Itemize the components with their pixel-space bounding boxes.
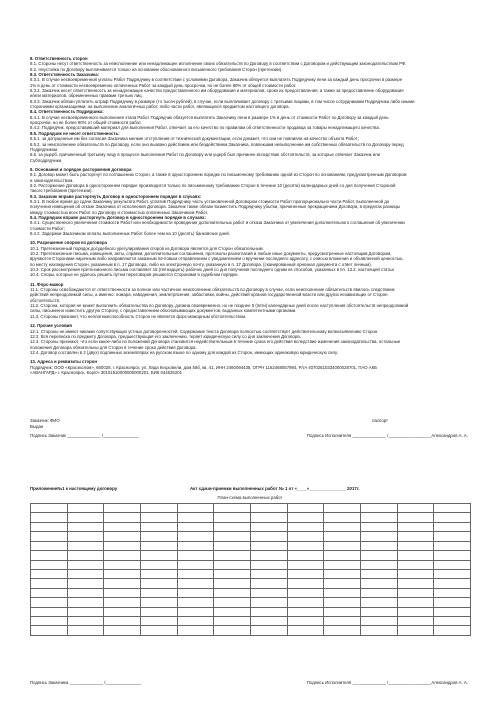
grid-cell [360, 579, 397, 588]
grid-cell [214, 522, 251, 531]
grid-cell [31, 541, 68, 550]
grid-cell [31, 513, 68, 522]
grid-cell [397, 504, 434, 513]
contractor-signature: Подпись Исполнителя ______________ /__________________Александров А. А. [306, 433, 468, 438]
grid-cell [434, 598, 471, 607]
grid-cell [397, 569, 434, 578]
grid-cell [250, 579, 287, 588]
grid-cell [214, 551, 251, 560]
section-heading: 8.5. Подрядчик не несет ответственность: [30, 130, 120, 136]
grid-cell [104, 588, 141, 597]
clause-line: 8.1. Стороны несут ответственность за неисполнение или ненадлежащее исполнение своих обязательств по Договору в соответствии с Договором и действующим законодательством РФ. [30, 61, 407, 67]
grid-cell [287, 560, 324, 569]
clause-line: 1% в день от стоимости несвоевременно оплаченных Работ за каждый день просрочки, но не более 80% от общей стоимости работ. [30, 82, 297, 88]
grid-cell [104, 504, 141, 513]
clause-line: 8.3.2. Заказчик несет ответственность за ненадлежащее качество предоставленного им оборудования и материалов, сроки их предоставления, а также за предоставление оборудования [30, 88, 404, 94]
grid-cell [177, 569, 214, 578]
clause-line: 8.5.2. за неисполнение обязательств по Договору, если оно вызвано действием или бездействием Заказчика, повлекшим невыполнение им собственных обязательств по Договору перед [30, 141, 404, 147]
passport-label: паспорт [372, 418, 388, 423]
grid-cell [31, 522, 68, 531]
grid-cell [287, 598, 324, 607]
grid-cell [250, 513, 287, 522]
grid-cell [324, 588, 361, 597]
signature-row [30, 433, 468, 438]
grid-cell [31, 532, 68, 541]
grid-cell [67, 532, 104, 541]
clause-line: по месту нахождения Сторон, указанным в п. 17 Договора, либо на электронную почту, указанную в п. 17 Договора, (сканированный оригинал документа с ответ личным). [30, 261, 372, 267]
grid-cell [287, 522, 324, 531]
grid-cell [250, 541, 287, 550]
grid-cell [140, 513, 177, 522]
grid-cell [250, 598, 287, 607]
grid-cell [434, 504, 471, 513]
grid-cell [434, 569, 471, 578]
grid-row [31, 551, 471, 560]
grid-cell [360, 513, 397, 522]
annex-subtitle: План-схема выполненных работ [217, 495, 283, 500]
grid-cell [140, 532, 177, 541]
clause-line: 10.1. Претензионный порядок досудебного урегулирования споров из Договора является для Сторон обязательным. [30, 245, 264, 251]
clause-line: 8.4.2. Подрядчик, предоставивший материал для выполнения Работ, отвечает за его качество по правилам об ответственности продавца за товары ненадлежащего качества. [30, 125, 380, 131]
grid-cell [31, 598, 68, 607]
grid-cell [67, 598, 104, 607]
grid-cell [250, 560, 287, 569]
grid-cell [177, 598, 214, 607]
grid-cell [360, 598, 397, 607]
grid-cell [360, 522, 397, 531]
clause-line: 11.2. Сторона, которая не может выполнить обязательства по Договору, должна своевременно, но не позднее 5 (пяти) календарных дней после наступления обстоятельств непреодолимой [30, 303, 409, 309]
grid-cell [67, 607, 104, 616]
act-title: Акт сдачи-приемки выполненных работ № 1 от «____»_______________ 2017г. [190, 486, 360, 491]
grid-cell [250, 532, 287, 541]
grid-cell [214, 579, 251, 588]
grid-cell [67, 551, 104, 560]
grid-cell [177, 551, 214, 560]
grid-cell [287, 579, 324, 588]
grid-cell [104, 551, 141, 560]
requisites-customer-row [30, 418, 468, 423]
grid-cell [104, 607, 141, 616]
customer-signature: Подпись Заказчик ______________ /_______________ [30, 433, 139, 438]
grid-cell [360, 560, 397, 569]
grid-cell [250, 504, 287, 513]
grid-cell [324, 569, 361, 578]
grid-cell [360, 541, 397, 550]
grid-cell [177, 579, 214, 588]
grid-cell [434, 607, 471, 616]
grid-cell [104, 626, 141, 636]
grid-cell [140, 598, 177, 607]
grid-cell [67, 617, 104, 626]
grid-cell [214, 617, 251, 626]
clause-line: между стоимостью всех Работ по Договору и стоимостью оплаченных Заказчиком Работ. [30, 209, 209, 215]
grid-cell [140, 626, 177, 636]
grid-cell [67, 579, 104, 588]
grid-row [31, 607, 471, 616]
clause-line: 12.4. Договор составлен в 2 (двух) подлинных экземплярах на русском языке по одному для каждой из Сторон, имеющих одинаковую юридическую силу. [30, 349, 338, 355]
grid-cell [360, 626, 397, 636]
grid-cell [104, 569, 141, 578]
section-heading: 9.3. Заказчик вправе расторгнуть Договор в одностороннем порядке в случаях: [30, 193, 202, 199]
clause-line: 8.4.1. В случае несвоевременного выполнения этапа Работ Подрядчик обязуется выплатить Заказчику пени в размере 1% в день от стоимости Работ по Договору за каждый день [30, 114, 389, 120]
grid-cell [250, 626, 287, 636]
section-heading: 9. Основания и порядок расторжения договора [30, 166, 132, 172]
grid-cell [140, 579, 177, 588]
clause-line: 10.3. Срок рассмотрения претензионного письма составляет 15 (пятнадцать) рабочих дней со дня получения последнего одним из способов, указанных в пп. 13.2. настоящей статьи [30, 267, 394, 273]
grid-cell [360, 588, 397, 597]
grid-cell [31, 626, 68, 636]
grid-cell [177, 588, 214, 597]
clause-line: стоимости Работ; [30, 225, 65, 231]
grid-cell [67, 504, 104, 513]
grid-cell [140, 522, 177, 531]
grid-cell [104, 598, 141, 607]
grid-cell [104, 560, 141, 569]
grid-cell [287, 569, 324, 578]
grid-cell [324, 607, 361, 616]
grid-cell [397, 513, 434, 522]
clause-line: Подрядчиком. [30, 146, 59, 152]
grid-cell [287, 607, 324, 616]
grid-cell [397, 551, 434, 560]
clause-line: 9.2. Расторжение Договора в одностороннем порядке производится только по письменному требованию Сторон в течение 10 (десяти) календарных дней со дня получения Стороной [30, 182, 396, 188]
grid-cell [287, 504, 324, 513]
clause-line: 8.3.1. В случае несвоевременной уплаты Работ Подрядчику в соответствии с условиями Договора, Заказчик обязуется выплатить Подрядчику пени за каждый день просрочки в размере [30, 77, 403, 83]
section-heading: 12. Прочие условия [30, 323, 72, 329]
grid-cell [434, 551, 471, 560]
grid-cell [434, 626, 471, 636]
grid-cell [177, 607, 214, 616]
grid-cell [324, 560, 361, 569]
clause-line: вручаются Сторонами нарочным либо направляются заказным почтовым отправлением с уведомлением о вручении последнего адресату, с описью вложения и объявленной ценностью, [30, 256, 404, 262]
clause-line: 8.5.1. за допущенные им без согласия Заказчика мелкие отступления от технической документации, если докажет, что они не повлияли на качество объекта Работ; [30, 136, 359, 142]
clause-line: 11.1. Стороны освобождаются от ответственности за полное или частичное неисполнение обязательств по Договору в случае, если неисполнение обязательств явилось следствием [30, 287, 395, 293]
grid-cell [250, 551, 287, 560]
clause-line: 9.1. Договор может быть расторгнут по соглашению Сторон, а также в одностороннем порядке по письменному требованию одной из Сторон по основаниям, предусмотренным Договором [30, 172, 407, 178]
clause-line: 8.3.3. Заказчик обязан уплатить штраф Подрядчику в размере (то тысяч рублей), в случае, если выплачивает договору с третьими лицами, в том числе сотрудниками Подрядчика либо иными [30, 98, 415, 104]
grid-cell [214, 588, 251, 597]
grid-cell [214, 541, 251, 550]
issued-label: Выдан [30, 424, 44, 429]
grid-cell [434, 560, 471, 569]
grid-cell [31, 551, 68, 560]
grid-cell [397, 626, 434, 636]
clause-line: 9.3.1. В любое время до сдачи Заказчику результата Работ, уплатив Подрядчику часть установленной Договором стоимости Работ пропорционально части Работ, выполненной до [30, 198, 390, 204]
grid-cell [31, 569, 68, 578]
clause-line: 10.2. Претензионные письма, извещения, акты, справки, дополнительные соглашения, протоколы разногласий и любые иные документы, предусмотренные настоящим Договором, [30, 251, 392, 257]
grid-cell [434, 588, 471, 597]
section-heading: 10. Разрешение споров из договора [30, 240, 107, 246]
grid-cell [67, 522, 104, 531]
grid-cell [177, 532, 214, 541]
grid-cell [250, 607, 287, 616]
grid-cell [397, 617, 434, 626]
annex-title [30, 486, 468, 491]
grid-cell [177, 541, 214, 550]
grid-cell [31, 504, 68, 513]
grid-cell [214, 598, 251, 607]
grid-cell [104, 532, 141, 541]
grid-cell [177, 626, 214, 636]
grid-cell [324, 513, 361, 522]
grid-cell [324, 532, 361, 541]
clause-line: и законодательством. [30, 177, 74, 183]
clause-line: положения Договора обязательны для Сторон в течение срока действия Договора. [30, 344, 197, 350]
grid-cell [104, 617, 141, 626]
clause-line: сторонними организациями, на выполнение аналогичных работ, либо части работ, являющихся предметом настоящего договора. [30, 104, 290, 110]
clause-line: 12.1. Стороны не имеют никаких сопутствующих устных договоренностей. Содержание текста Договора полностью соответствует действительному волеизъявлению Сторон. [30, 328, 379, 334]
grid-cell [214, 504, 251, 513]
section-heading: 8.4. Ответственность Подрядчика: [30, 109, 104, 115]
grid-cell [140, 551, 177, 560]
grid-row [31, 626, 471, 636]
requisites-issued-row [30, 424, 468, 429]
grid-cell [31, 579, 68, 588]
grid-cell [397, 522, 434, 531]
grid-cell [287, 532, 324, 541]
grid-cell [250, 522, 287, 531]
clause-line: 12.3. Стороны признают, что если какое-либо из положений Договора становится недействительным в течение срока его действия вследствие изменения законодательства, остальные [30, 339, 401, 345]
grid-cell [104, 522, 141, 531]
clause-line: получения извещения об отказе Заказчика от исполнения Договора. Заказчик также обязан возместить Подрядчику убытки, причиненные прекращением Договора, в пределах разницы [30, 204, 401, 210]
clause-line: просрочки, но не более 80% от общей стоимости работ. [30, 120, 142, 126]
grid-row [31, 532, 471, 541]
grid-cell [177, 513, 214, 522]
grid-cell [140, 569, 177, 578]
grid-cell [140, 504, 177, 513]
clause-line: обстоятельств. [30, 297, 61, 303]
grid-row [31, 513, 471, 522]
clause-line: Субподрядчики. [30, 157, 63, 163]
grid-cell [324, 626, 361, 636]
grid-cell [360, 504, 397, 513]
grid-cell [324, 522, 361, 531]
work-plan-grid [30, 503, 471, 636]
grid-cell [31, 617, 68, 626]
grid-row [31, 598, 471, 607]
section-heading: 11. Форс-мажор [30, 281, 64, 287]
grid-cell [324, 579, 361, 588]
grid-cell [434, 541, 471, 550]
grid-cell [177, 522, 214, 531]
clause-line: действий непреодолимой силы, а именно: пожара, наводнения, землетрясения, забастовки, войны, действий органов государственной власти или других независящих от Сторон [30, 292, 388, 298]
clause-line: «АВАНГАРД» г. Красноярск, Кор/сч 30101810000000000201, БИК 044525201 [30, 369, 182, 375]
grid-cell [434, 532, 471, 541]
grid-cell [360, 617, 397, 626]
grid-row [31, 617, 471, 626]
grid-cell [104, 513, 141, 522]
grid-cell [434, 522, 471, 531]
clause-line: 8.6. за ущерб, причиненный третьему лицу в процессе выполнения Работ по Договору или ущерб был причинен вследствие обстоятельств, за которые отвечает Заказчик или [30, 152, 381, 158]
grid-cell [324, 617, 361, 626]
grid-cell [31, 607, 68, 616]
clause-line: 9.4.1. Существенного увеличения стоимости Работ или необходимости проведения дополнительных работ и отказа Заказчика от увеличения дополнительного соглашения об увеличении [30, 220, 405, 226]
grid-cell [324, 598, 361, 607]
grid-cell [324, 504, 361, 513]
grid-cell [31, 588, 68, 597]
grid-cell [31, 560, 68, 569]
grid-cell [104, 579, 141, 588]
grid-row [31, 569, 471, 578]
grid-cell [104, 541, 141, 550]
grid-row [31, 579, 471, 588]
section-heading: 8. Ответственность сторон [30, 56, 88, 61]
grid-cell [397, 579, 434, 588]
clause-line: 12.2. Вся переписка по предмету Договора, предшествующая его заключению, теряет юридическую силу со дня заключения Договора. [30, 333, 301, 339]
grid-cell [287, 513, 324, 522]
grid-cell [360, 551, 397, 560]
grid-cell [140, 607, 177, 616]
bottom-contractor-signature: Подпись Исполнителя ______________ /__________________Александров А. А. [306, 680, 468, 685]
grid-cell [397, 560, 434, 569]
grid-cell [177, 560, 214, 569]
grid-cell [250, 588, 287, 597]
grid-cell [434, 617, 471, 626]
clause-line: 8.2. Неустойка по Договору выплачивается только на основании обоснованного письменного требования Сторон (претензии). [30, 66, 283, 72]
grid-cell [397, 598, 434, 607]
clause-line: 11.3. Стороны признают, что неплатежеспособность Сторон не является форс-мажорным обстоятельством. [30, 313, 247, 319]
grid-cell [67, 569, 104, 578]
clause-line: силы, письменно известить другую Сторону, с предоставлением обосновывающих документов, выданных компетентными органами. [30, 308, 297, 314]
grid-cell [140, 617, 177, 626]
grid-cell [360, 532, 397, 541]
grid-cell [140, 588, 177, 597]
grid-cell [67, 513, 104, 522]
clause-line: 9.4.2. Задержки Заказчиком оплаты выполненных Работ более чем на 10 (десять) банковских дней. [30, 231, 230, 236]
grid-cell [67, 588, 104, 597]
grid-cell [324, 541, 361, 550]
grid-cell [214, 560, 251, 569]
grid-row [31, 522, 471, 531]
section-heading: 8.3. Ответственность Заказчика: [30, 72, 100, 78]
bottom-customer-signature: Подпись Заказчика ______________ /_______________ [30, 680, 142, 685]
grid-cell [287, 551, 324, 560]
annex-label: Приложение№1 к настоящему договору [30, 486, 118, 491]
grid-cell [434, 513, 471, 522]
grid-row [31, 504, 471, 513]
grid-cell [140, 560, 177, 569]
grid-cell [360, 607, 397, 616]
grid-cell [360, 569, 397, 578]
grid-cell [140, 541, 177, 550]
grid-cell [250, 569, 287, 578]
section-heading: 13. Адреса и реквизиты сторон [30, 359, 97, 365]
section-heading: 9.4. Подрядчик вправе расторгнуть Договор в одностороннем порядке в случаях: [30, 214, 206, 220]
grid-cell [214, 569, 251, 578]
grid-cell [287, 617, 324, 626]
clause-line: Подрядчик: ООО «Красэколом», 660028, г. Красноярск, ул. Лада Кецховели, дом 58б, кв. 41, ИНН 2460094435, ОГРН 1162468057984, Р/сч 40702810334000028701, ПАО АКБ [30, 364, 377, 370]
grid-cell [397, 541, 434, 550]
grid-cell [214, 513, 251, 522]
grid-cell [177, 504, 214, 513]
grid-cell [324, 551, 361, 560]
grid-cell [67, 626, 104, 636]
grid-cell [67, 541, 104, 550]
grid-cell [434, 579, 471, 588]
clause-line: такого требования (претензии). [30, 188, 93, 194]
grid-cell [397, 588, 434, 597]
grid-cell [250, 617, 287, 626]
grid-cell [287, 541, 324, 550]
grid-cell [287, 626, 324, 636]
grid-cell [214, 607, 251, 616]
grid-row [31, 541, 471, 550]
contract-body [30, 56, 468, 375]
customer-label: Заказчик: ФИО [30, 418, 60, 423]
clause-line: и/или материалов, обремененных правами третьих лиц. [30, 93, 143, 99]
grid-row [31, 560, 471, 569]
grid-cell [177, 617, 214, 626]
grid-cell [397, 532, 434, 541]
grid-cell [214, 626, 251, 636]
grid-cell [214, 532, 251, 541]
grid-cell [397, 607, 434, 616]
bottom-signature-row [30, 680, 468, 685]
clause-line: 10.4. Споры, которые не удалось решить путем переговоров решаются Сторонами в судебном порядке. [30, 272, 239, 278]
grid-cell [287, 588, 324, 597]
grid-row [31, 588, 471, 597]
grid-cell [67, 560, 104, 569]
